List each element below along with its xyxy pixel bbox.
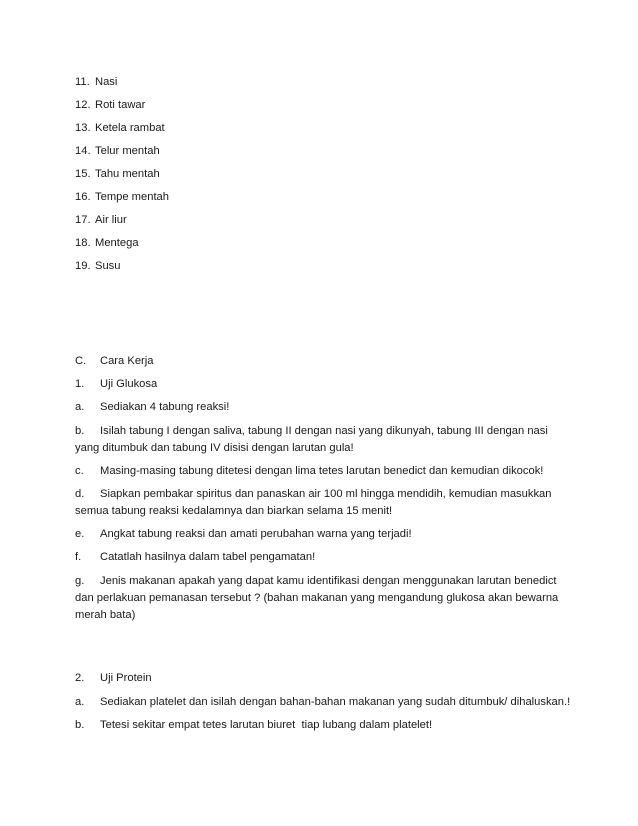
section-heading [75,353,565,370]
list-item [75,120,565,137]
list-text: Air liur [95,214,127,226]
step-item [75,399,565,416]
step-marker: c. [75,465,84,477]
step-item [75,573,565,624]
list-item [75,212,565,229]
list-number: 15. [75,168,91,180]
step-marker: b. [75,425,85,437]
step-item [75,717,565,734]
list-number: 13. [75,122,91,134]
list-text: Mentega [95,237,139,249]
list-text: Tahu mentah [95,168,160,180]
list-text: Nasi [95,76,118,88]
list-number: 12. [75,99,91,111]
step-item [75,526,565,543]
subsection-heading-glukosa [75,376,565,393]
list-item [75,235,565,252]
list-text: Telur mentah [95,145,160,157]
step-text: Isilah tabung I dengan saliva, tabung II dengan nasi yang dikunyah, tabung III dengan nasi yang ditumbuk dan tabung IV disisi dengan larutan gula! [75,425,548,454]
step-item [75,486,565,520]
step-marker: f. [75,551,82,563]
step-text: Sediakan 4 tabung reaksi! [100,401,230,413]
list-item [75,166,565,183]
step-text: Masing-masing tabung ditetesi dengan lima tetes larutan benedict dan kemudian dikocok! [100,465,544,477]
section-marker: C. [75,355,87,367]
subsection-marker: 1. [75,378,85,390]
list-item [75,189,565,206]
list-item [75,258,565,275]
list-number: 14. [75,145,91,157]
section-title: Cara Kerja [100,355,154,367]
step-marker: a. [75,696,85,708]
list-number: 18. [75,237,91,249]
step-marker: b. [75,719,85,731]
list-number: 19. [75,260,91,272]
step-marker: e. [75,528,85,540]
step-marker: g. [75,575,85,587]
list-item [75,74,565,91]
list-item [75,143,565,160]
step-item [75,549,565,566]
list-number: 17. [75,214,91,226]
subsection-title: Uji Protein [100,672,152,684]
step-marker: a. [75,401,85,413]
step-text: Angkat tabung reaksi dan amati perubahan warna yang terjadi! [100,528,412,540]
step-item [75,463,565,480]
list-text: Roti tawar [95,99,146,111]
step-marker: d. [75,488,85,500]
list-number: 16. [75,191,91,203]
step-text: Catatlah hasilnya dalam tabel pengamatan! [100,551,316,563]
list-text: Tempe mentah [95,191,170,203]
list-text: Ketela rambat [95,122,165,134]
step-item [75,423,565,457]
step-item [75,694,571,711]
subsection-heading-protein [75,670,565,687]
list-number: 11. [75,76,90,88]
step-text: Jenis makanan apakah yang dapat kamu identifikasi dengan menggunakan larutan benedict dan perlakuan pemanasan tersebut ? (bahan makanan yang mengandung glukosa akan bewarna merah bata) [75,575,559,621]
list-text: Susu [95,260,121,272]
step-text: Tetesi sekitar empat tetes larutan biuret tiap lubang dalam platelet! [100,719,433,731]
subsection-title: Uji Glukosa [100,378,158,390]
subsection-marker: 2. [75,672,85,684]
step-text: Sediakan platelet dan isilah dengan bahan-bahan makanan yang sudah ditumbuk/ dihaluskan.! [100,696,571,708]
step-text: Siapkan pembakar spiritus dan panaskan air 100 ml hingga mendidih, kemudian masukkan semua tabung reaksi kedalamnya dan biarkan selama 15 menit! [75,488,552,517]
list-item [75,97,565,114]
